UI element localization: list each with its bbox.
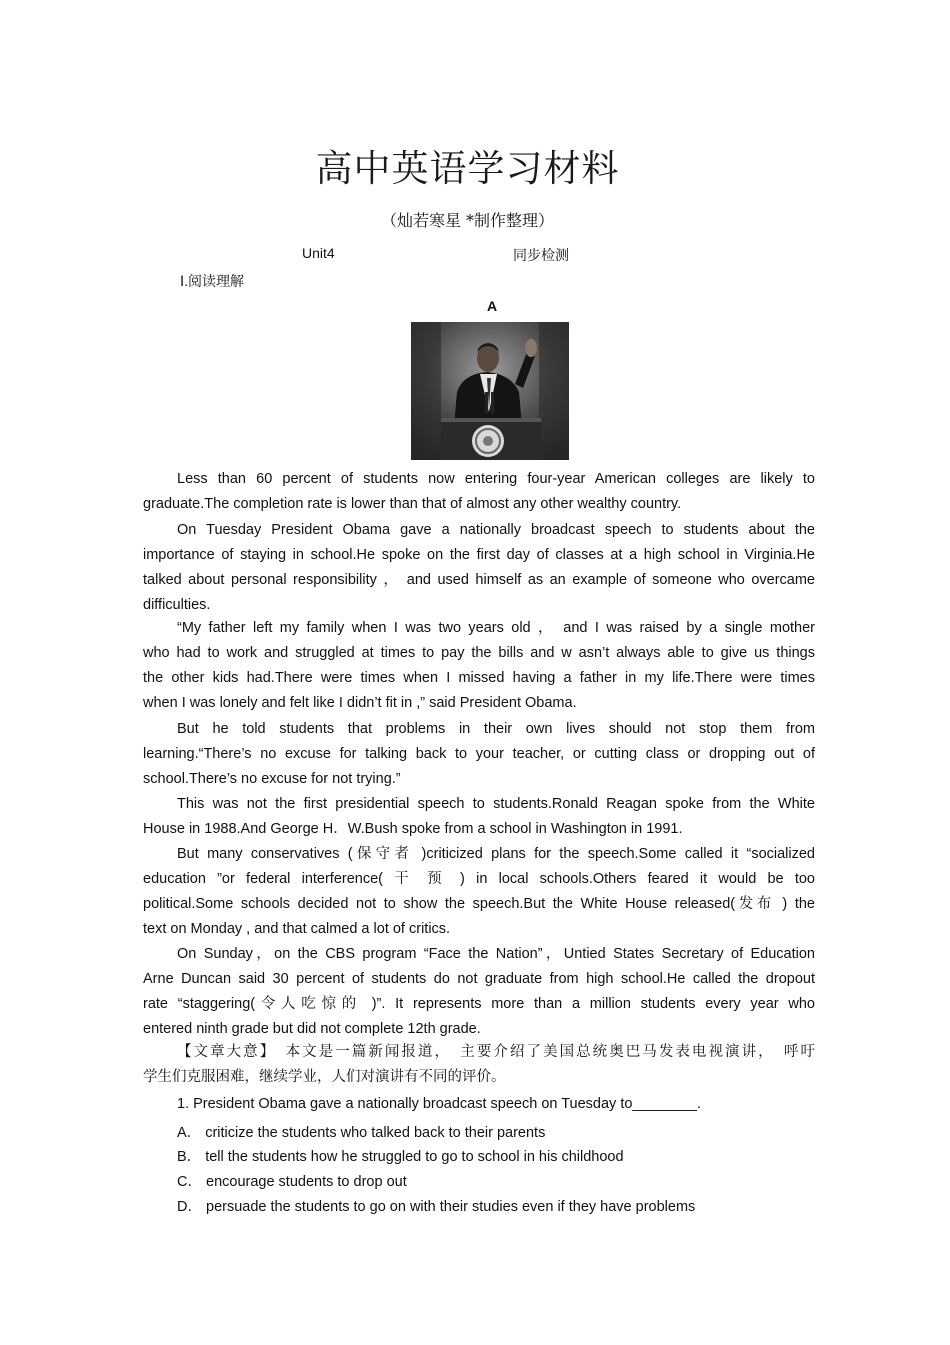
text-line: political.Some schools decided not to show the speech.But the White House released(发布 ) the	[143, 896, 815, 912]
text-line: 学生们克服困难，继续学业，人们对演讲有不同的评价。	[143, 1069, 506, 1085]
text-line: entered ninth grade but did not complete 12th grade.	[143, 1021, 481, 1037]
sync-test-label: 同步检测	[513, 247, 569, 263]
text-line: But many conservatives (保守者 )criticized plans for the speech.Some called it “socialized	[177, 846, 815, 862]
paragraph-7	[143, 942, 815, 1042]
question-stem: 1. President Obama gave a nationally broadcast speech on Tuesday to________.	[177, 1096, 701, 1112]
text-line: text on Monday , and that calmed a lot of critics.	[143, 921, 451, 937]
document-title: 高中英语学习材料	[315, 147, 620, 190]
passage-letter: A	[487, 298, 498, 314]
option-b: B． tell the students how he struggled to go to school in his childhood	[177, 1149, 624, 1165]
text-line: rate “staggering(令人吃惊的 )”. It represents more than a million students every year who	[143, 996, 815, 1012]
text-line: This was not the first presidential speech to students.Ronald Reagan spoke from the White	[177, 796, 815, 812]
option-d: D． persuade the students to go on with their studies even if they have problems	[177, 1199, 696, 1215]
paragraph-3	[143, 616, 815, 716]
text-line: learning.“There’s no excuse for talking back to your teacher, or cutting class or dropping out of	[143, 746, 815, 762]
text-line: 【文章大意】 本文是一篇新闻报道， 主要介绍了美国总统奥巴马发表电视演讲， 呼吁	[177, 1044, 815, 1060]
obama-speech-photo	[411, 322, 569, 460]
text-line: education ”or federal interference( 干 预 ) in local schools.Others feared it would be too	[143, 871, 815, 887]
text-line: Less than 60 percent of students now entering four-year American colleges are likely to	[177, 471, 815, 487]
text-line: “My father left my family when I was two years old ， and I was raised by a single mother	[177, 620, 815, 636]
text-line: But he told students that problems in their own lives should not stop them from	[177, 721, 815, 737]
text-line: On Tuesday President Obama gave a nationally broadcast speech to students about the	[177, 522, 815, 538]
option-a: A． criticize the students who talked back to their parents	[177, 1125, 546, 1141]
text-line: On Sunday，on the CBS program “Face the Nation”，Untied States Secretary of Education	[177, 946, 815, 962]
text-line: the other kids had.There were times when I missed having a father in my life.There were times	[143, 670, 815, 686]
text-line: importance of staying in school.He spoke on the first day of classes at a high school in Virginia.He	[143, 547, 815, 563]
text-line: graduate.The completion rate is lower than that of almost any other wealthy country.	[143, 496, 682, 512]
paragraph-2	[143, 518, 815, 618]
unit-label: Unit4	[302, 245, 335, 261]
document-subtitle: （灿若寒星 *制作整理）	[380, 211, 555, 230]
text-line: difficulties.	[143, 597, 211, 613]
text-line: talked about personal responsibility ， and used himself as an example of someone who overcame	[143, 572, 815, 588]
text-line: Arne Duncan said 30 percent of students do not graduate from high school.He called the dropout	[143, 971, 815, 987]
option-c: C． encourage students to drop out	[177, 1174, 407, 1190]
summary-paragraph	[143, 1040, 815, 1090]
paragraph-4	[143, 717, 815, 792]
paragraph-1	[143, 467, 815, 517]
text-line: school.There’s no excuse for not trying.”	[143, 771, 401, 787]
section-heading: Ⅰ.阅读理解	[180, 273, 245, 289]
text-line: when I was lonely and felt like I didn’t fit in ,” said President Obama.	[143, 695, 577, 711]
paragraph-6	[143, 842, 815, 942]
paragraph-5	[143, 792, 815, 842]
text-line: who had to work and struggled at times to pay the bills and w asn’t always able to give us things	[143, 645, 815, 661]
text-line: House in 1988.And George H．W.Bush spoke from a school in Washington in 1991.	[143, 821, 683, 837]
